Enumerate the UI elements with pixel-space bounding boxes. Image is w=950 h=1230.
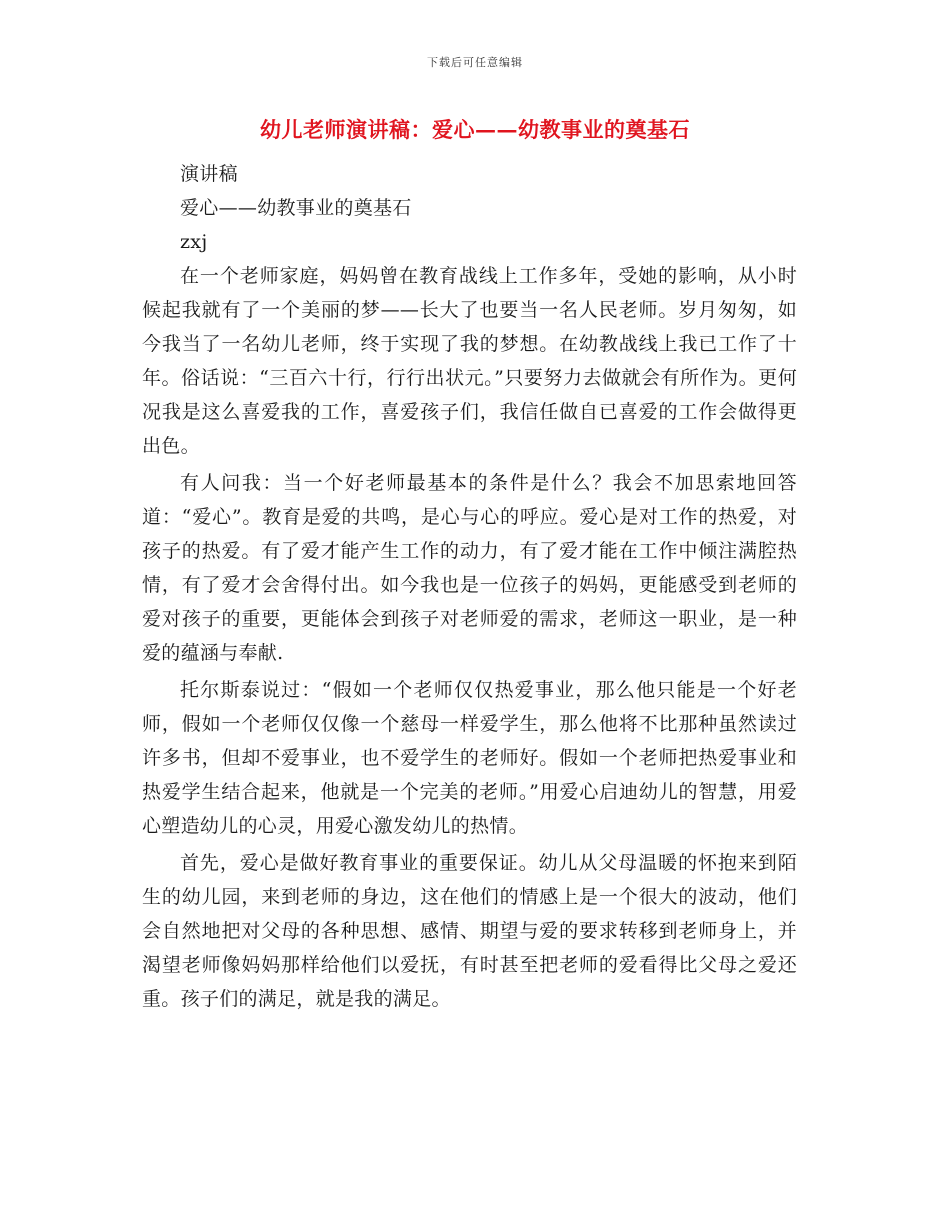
document-body	[142, 157, 797, 1019]
paragraph-4: 首先，爱心是做好教育事业的重要保证。幼儿从父母温暖的怀抱来到陌生的幼儿园，来到老师的身边，这在他们的情感上是一个很大的波动，他们会自然地把对父母的各种思想、感情、期望与爱的要求转移到老师身上，并渴望老师像妈妈那样给他们以爱抚，有时甚至把老师的爱看得比父母之爱还重。孩子们的满足，就是我的满足。	[142, 852, 797, 1010]
paragraph-label: 演讲稿	[180, 163, 238, 185]
paragraph-author: zxj	[180, 231, 208, 253]
paragraph-subtitle: 爱心——幼教事业的奠基石	[180, 197, 412, 219]
document-title: 幼儿老师演讲稿：爱心——幼教事业的奠基石	[260, 117, 690, 142]
paragraph-1: 在一个老师家庭，妈妈曾在教育战线上工作多年，受她的影响，从小时候起我就有了一个美丽的梦——长大了也要当一名人民老师。岁月匆匆，如今我当了一名幼儿老师，终于实现了我的梦想。在幼教战线上我已工作了十年。俗话说：“三百六十行，行行出状元。”只要努力去做就会有所作为。更何况我是这么喜爱我的工作，喜爱孩子们，我信任做自已喜爱的工作会做得更出色。	[142, 265, 797, 457]
paragraph-3: 托尔斯泰说过：“假如一个老师仅仅热爱事业，那么他只能是一个好老师，假如一个老师仅仅像一个慈母一样爱学生，那么他将不比那种虽然读过许多书，但却不爱事业，也不爱学生的老师好。假如一个老师把热爱事业和热爱学生结合起来，他就是一个完美的老师。”用爱心启迪幼儿的智慧，用爱心塑造幼儿的心灵，用爱心激发幼儿的热情。	[142, 679, 797, 837]
paragraph-2: 有人问我：当一个好老师最基本的条件是什么？我会不加思索地回答道：“爱心”。教育是爱的共鸣，是心与心的呼应。爱心是对工作的热爱，对孩子的热爱。有了爱才能产生工作的动力，有了爱才能在工作中倾注满腔热情，有了爱才会舍得付出。如今我也是一位孩子的妈妈，更能感受到老师的爱对孩子的重要，更能体会到孩子对老师爱的需求，老师这一职业，是一种爱的蕴涵与奉献.	[142, 472, 797, 664]
header-note: 下载后可任意编辑	[427, 56, 523, 69]
